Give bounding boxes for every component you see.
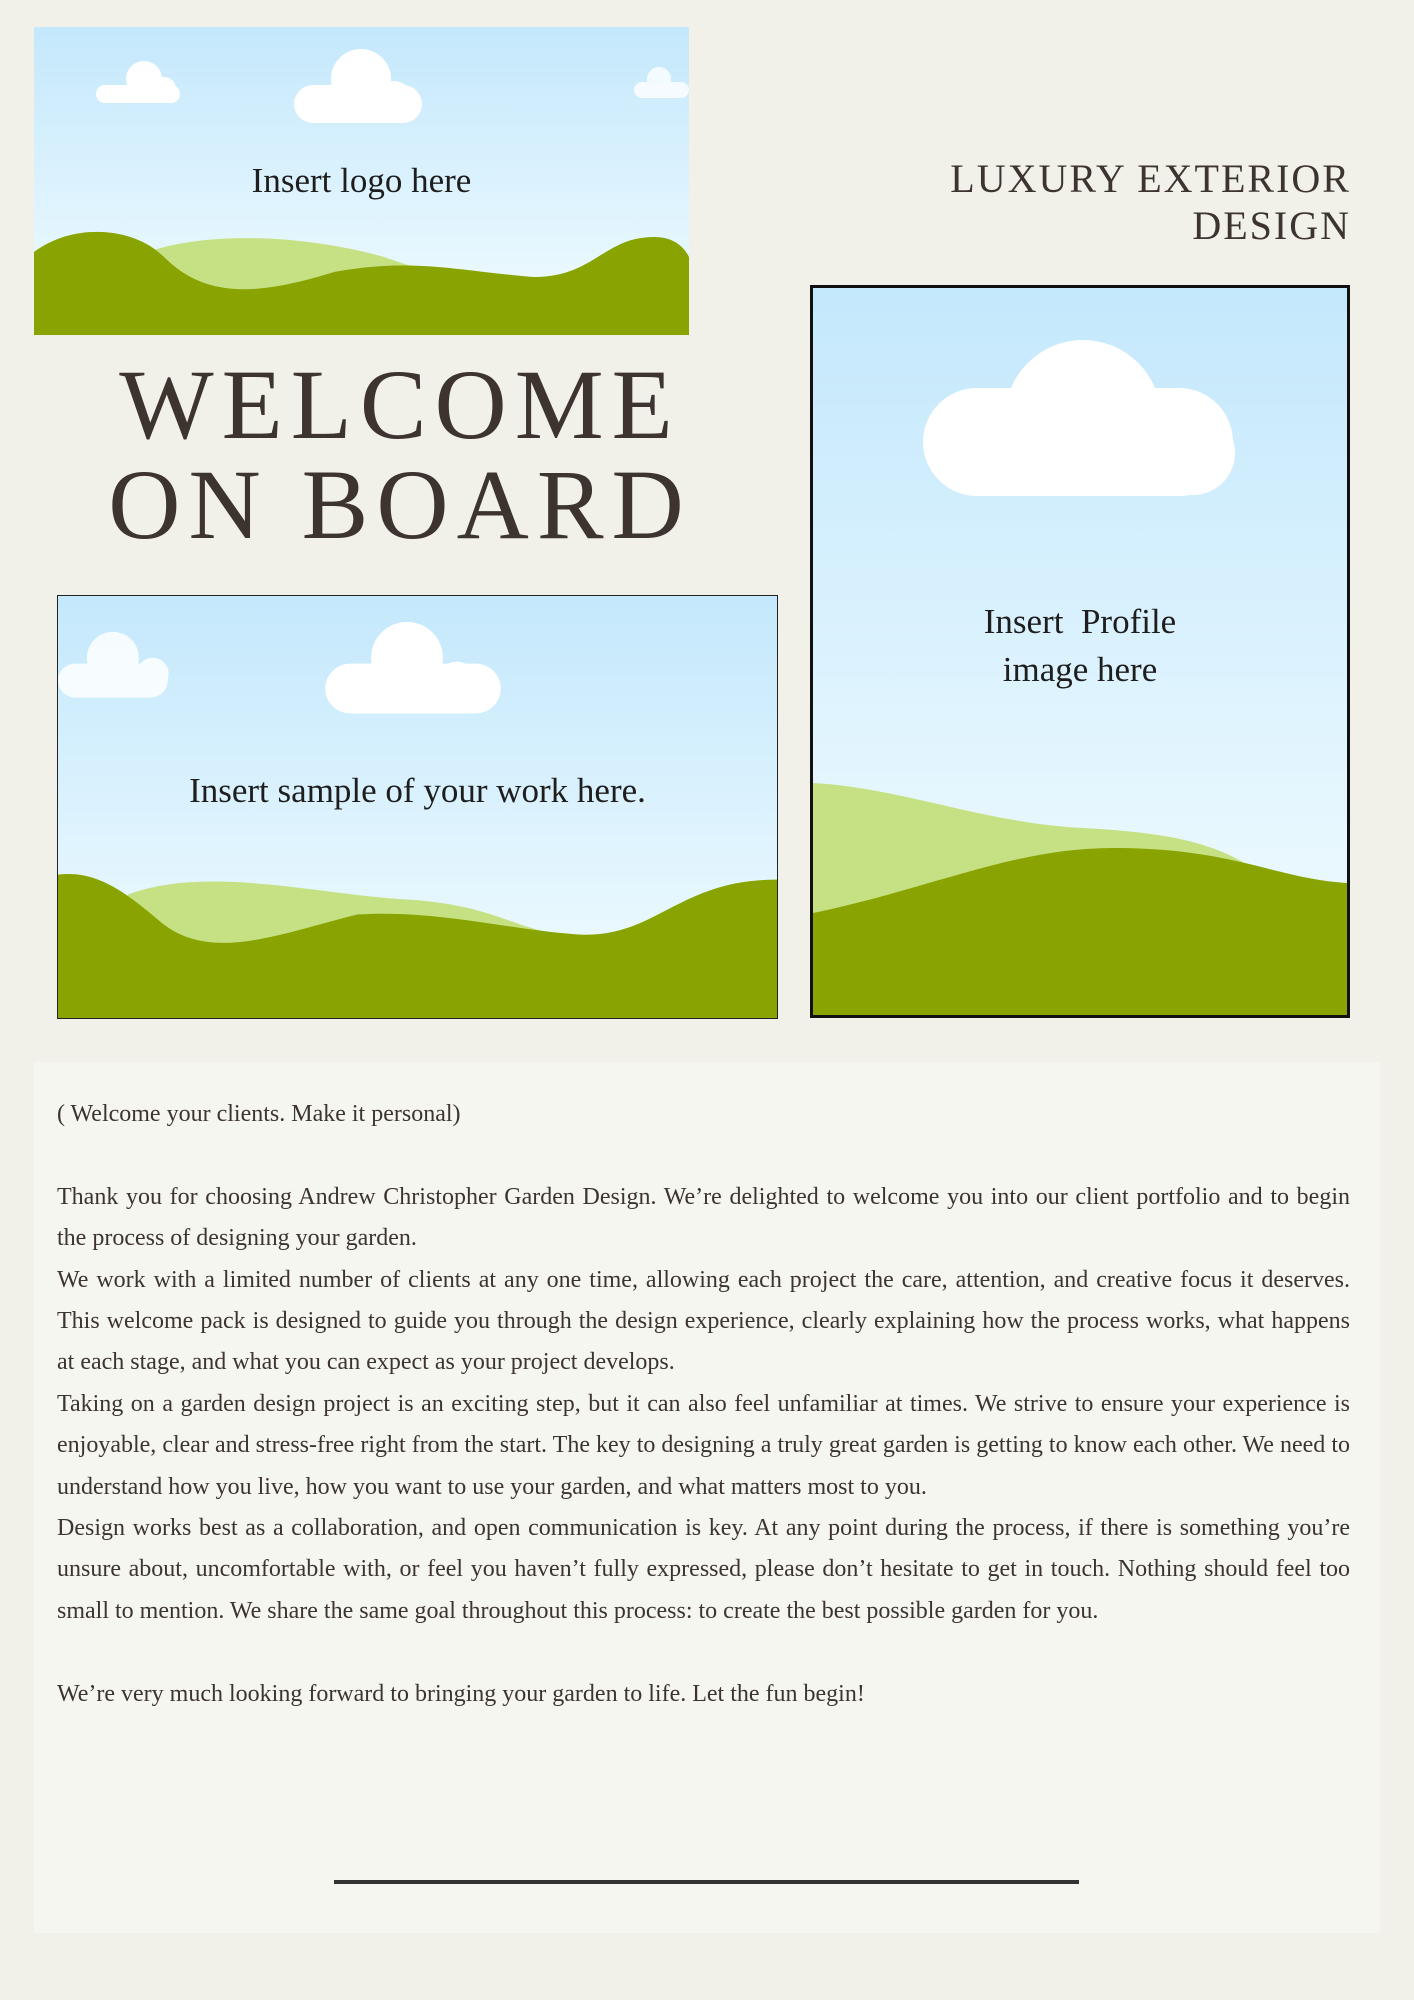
welcome-letter-body — [57, 1094, 1350, 1715]
signature-line — [334, 1880, 1079, 1884]
letter-paragraph: Thank you for choosing Andrew Christopher Garden Design. We’re delighted to welcome you into our client portfolio and to begin the process of designing your garden. — [57, 1183, 1350, 1252]
letter-paragraph: Taking on a garden design project is an exciting step, but it can also feel unfamiliar at times. We strive to ensure your experience is enjoyable, clear and stress-free right from the start. The key to designing a truly great garden is getting to know each other. We need to understand how you live, how you want to use your garden, and what matters most to you. — [57, 1390, 1350, 1500]
logo-placeholder-label: Insert logo here — [251, 161, 472, 200]
letter-paragraph: We work with a limited number of clients at any one time, allowing each project the care, attention, and creative focus it deserves. This welcome pack is designed to guide you through the design experience, clearly explaining how the process works, what happens at each stage, and what you can expect as your project develops. — [57, 1266, 1350, 1376]
letter-intro: ( Welcome your clients. Make it personal) — [57, 1101, 461, 1127]
letter-paragraph: Design works best as a collaboration, and open communication is key. At any point during the process, if there is something you’re unsure about, uncomfortable with, or feel you haven’t fully expressed, please don’t hesitate to get in touch. Nothing should feel too small to mention. We share the same goal throughout this process: to create the best possible garden for you. — [57, 1515, 1350, 1624]
profile-image-placeholder[interactable] — [810, 285, 1350, 1018]
letter-closing: We’re very much looking forward to bringing your garden to life. Let the fun begin! — [57, 1680, 865, 1707]
welcome-heading-line2: ON BOARD — [108, 449, 692, 560]
profile-placeholder-line1: Insert Profile — [983, 602, 1177, 641]
work-sample-placeholder[interactable] — [57, 595, 778, 1019]
welcome-heading — [60, 349, 740, 560]
work-sample-label: Insert sample of your work here. — [189, 771, 646, 810]
logo-placeholder[interactable] — [34, 27, 689, 335]
tagline: LUXURY EXTERIOR DESIGN — [950, 156, 1351, 248]
profile-placeholder-line2: image here — [1002, 650, 1158, 689]
profile-placeholder-label — [813, 598, 1347, 694]
welcome-letter-panel — [34, 1062, 1380, 1933]
welcome-heading-line1: WELCOME — [119, 349, 681, 460]
